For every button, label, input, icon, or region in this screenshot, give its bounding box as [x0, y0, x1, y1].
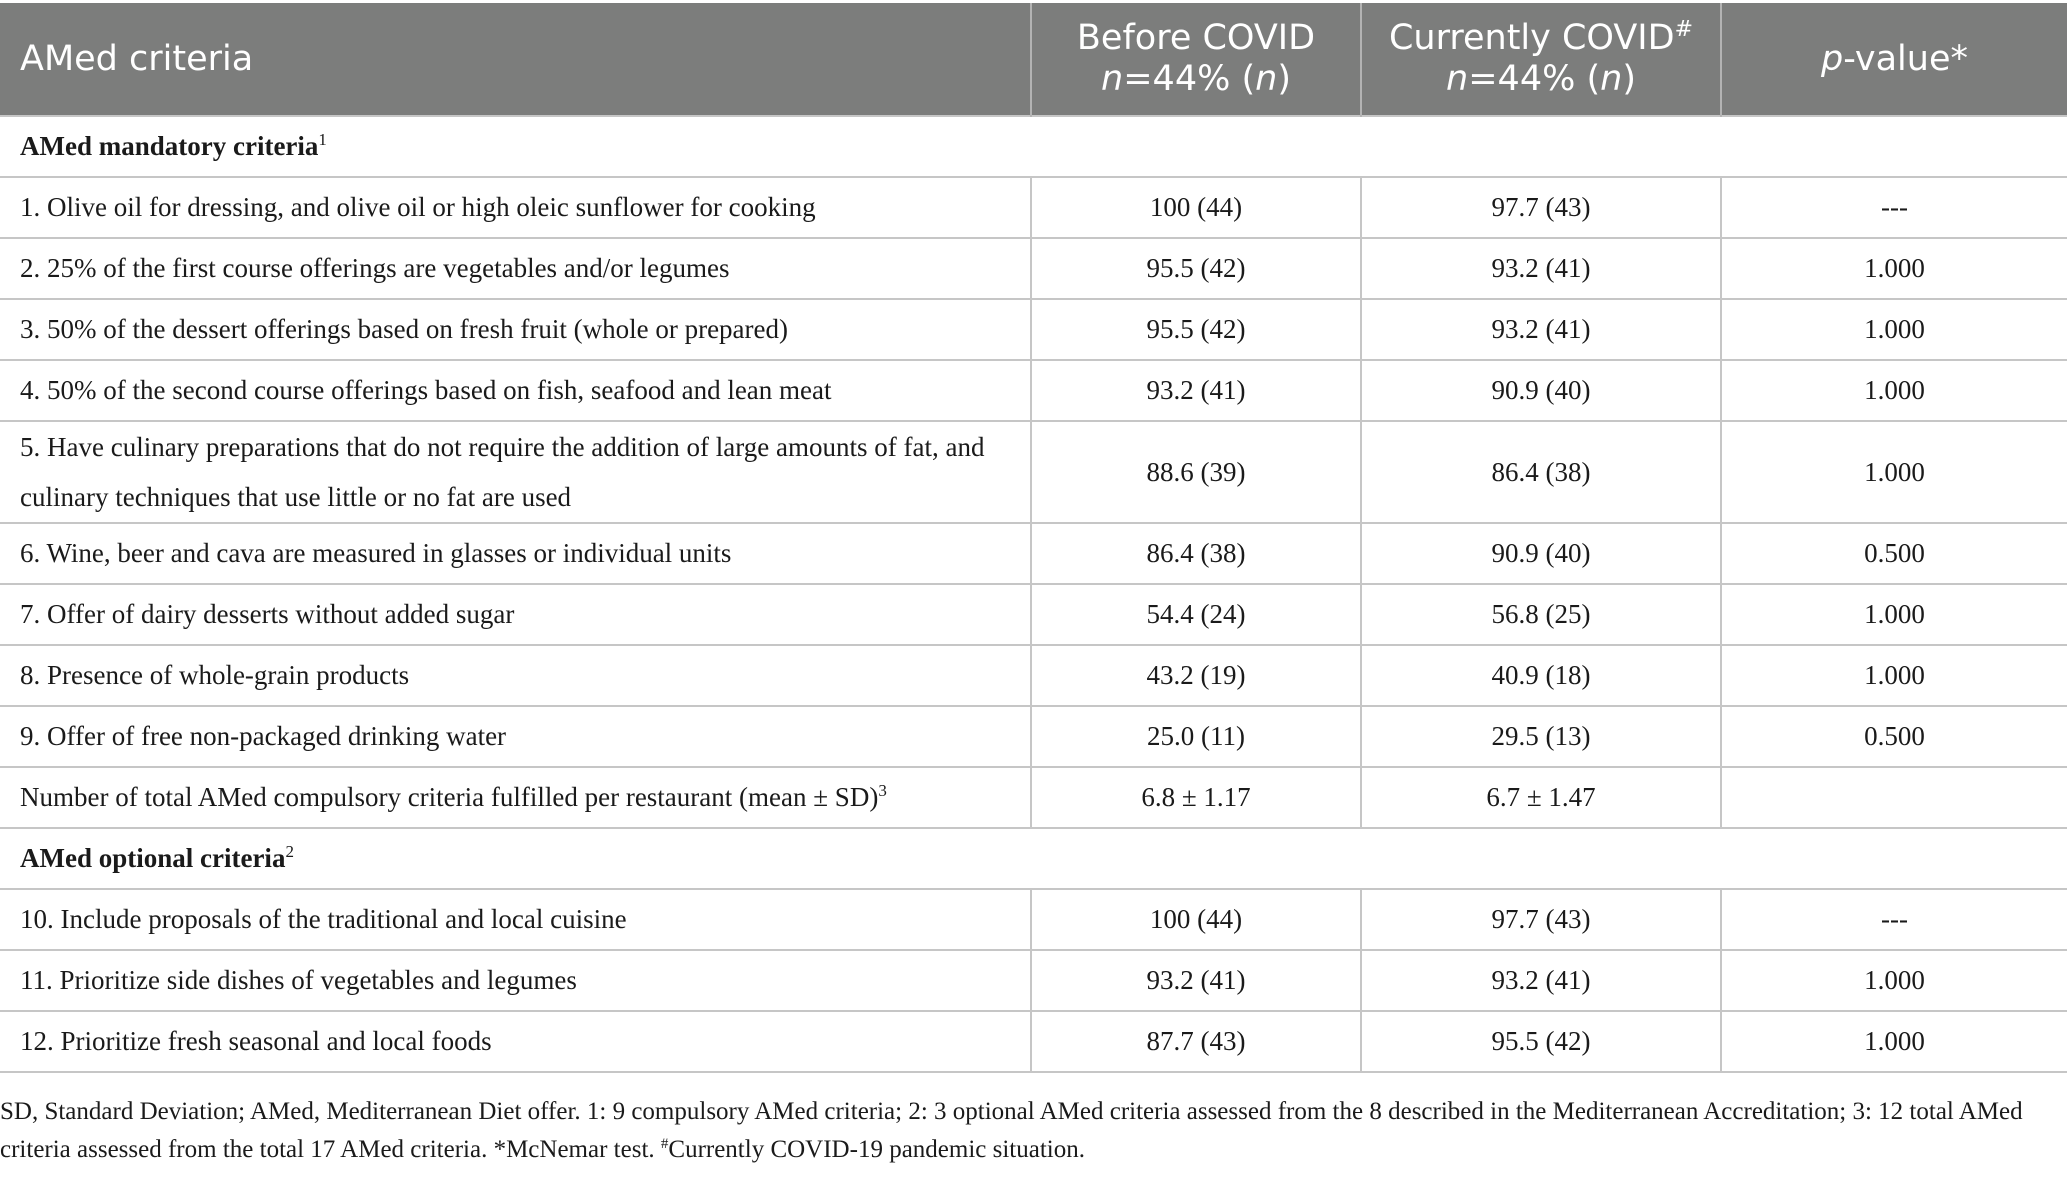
current-value: 93.2 (41) — [1361, 299, 1721, 360]
p-value: 1.000 — [1721, 299, 2067, 360]
p-value: 0.500 — [1721, 706, 2067, 767]
p-value: 1.000 — [1721, 1011, 2067, 1072]
section-title-optional: AMed optional criteria$^2$ — [0, 828, 2067, 889]
p-value: 1.000 — [1721, 584, 2067, 645]
table-row — [0, 584, 2067, 645]
current-value: 56.8 (25) — [1361, 584, 1721, 645]
before-value: 43.2 (19) — [1031, 645, 1361, 706]
before-value: 95.5 (42) — [1031, 299, 1361, 360]
criterion-label: 6. Wine, beer and cava are measured in glasses or individual units — [0, 523, 1031, 584]
before-value: 100 (44) — [1031, 889, 1361, 950]
table-row — [0, 950, 2067, 1011]
criterion-label: 1. Olive oil for dressing, and olive oil or high oleic sunflower for cooking — [0, 177, 1031, 238]
before-value: 95.5 (42) — [1031, 238, 1361, 299]
table-row — [0, 421, 2067, 523]
p-value: 1.000 — [1721, 421, 2067, 523]
before-value: 86.4 (38) — [1031, 523, 1361, 584]
table-row — [0, 706, 2067, 767]
criterion-label: 8. Presence of whole-grain products — [0, 645, 1031, 706]
current-value: 86.4 (38) — [1361, 421, 1721, 523]
before-value: 87.7 (43) — [1031, 1011, 1361, 1072]
criterion-label: 2. 25% of the first course offerings are vegetables and/or legumes — [0, 238, 1031, 299]
total-p-value — [1721, 767, 2067, 828]
total-label: Number of total AMed compulsory criteria fulfilled per restaurant (mean ± SD)$^3$ — [0, 767, 1031, 828]
criterion-label: 7. Offer of dairy desserts without added sugar — [0, 584, 1031, 645]
before-value: 100 (44) — [1031, 177, 1361, 238]
current-value: 40.9 (18) — [1361, 645, 1721, 706]
total-before-value: 6.8 ± 1.17 — [1031, 767, 1361, 828]
section-optional-row — [0, 828, 2067, 889]
header-before-covid: Before COVID n=44% (n) — [1031, 3, 1361, 116]
criterion-label: 5. Have culinary preparations that do not require the addition of large amounts of fat, and culinary techniques that use little or no fat are used — [0, 421, 1031, 523]
p-value: --- — [1721, 889, 2067, 950]
table-row — [0, 889, 2067, 950]
table-row — [0, 523, 2067, 584]
header-currently-covid-title: Currently COVID — [1388, 18, 1675, 58]
before-value: 93.2 (41) — [1031, 360, 1361, 421]
table-row — [0, 299, 2067, 360]
header-before-covid-title: Before COVID — [1076, 18, 1316, 58]
criterion-label: 11. Prioritize side dishes of vegetables and legumes — [0, 950, 1031, 1011]
p-value: 0.500 — [1721, 523, 2067, 584]
criterion-label: 10. Include proposals of the traditional and local cuisine — [0, 889, 1031, 950]
section-title-mandatory: AMed mandatory criteria$^1$ — [0, 116, 2067, 177]
header-currently-covid: Currently COVID# n=44% (n) — [1361, 3, 1721, 116]
total-current-value: 6.7 ± 1.47 — [1361, 767, 1721, 828]
current-value: 95.5 (42) — [1361, 1011, 1721, 1072]
criterion-label: 4. 50% of the second course offerings based on fish, seafood and lean meat — [0, 360, 1031, 421]
table-row — [0, 238, 2067, 299]
current-value: 29.5 (13) — [1361, 706, 1721, 767]
p-value: 1.000 — [1721, 645, 2067, 706]
table-row — [0, 177, 2067, 238]
p-value: 1.000 — [1721, 950, 2067, 1011]
before-value: 25.0 (11) — [1031, 706, 1361, 767]
header-p-value: p-value* — [1721, 3, 2067, 116]
current-value: 97.7 (43) — [1361, 177, 1721, 238]
table-row — [0, 1011, 2067, 1072]
table-footnote: SD, Standard Deviation; AMed, Mediterranean Diet offer. 1: 9 compulsory AMed criteria; 2: 3 optional AMed criteria assessed from the 8 described in the Mediterranean Accreditation; 3: 12 total AMed criteria assessed from the total 17 AMed criteria. *McNemar test. #Currently COVID-19 pandemic situation. — [0, 1098, 2023, 1163]
current-value: 97.7 (43) — [1361, 889, 1721, 950]
criterion-label: 12. Prioritize fresh seasonal and local foods — [0, 1011, 1031, 1072]
criteria-table — [0, 3, 2067, 1073]
criterion-label: 3. 50% of the dessert offerings based on fresh fruit (whole or prepared) — [0, 299, 1031, 360]
current-value: 93.2 (41) — [1361, 238, 1721, 299]
current-value: 93.2 (41) — [1361, 950, 1721, 1011]
section-mandatory-row — [0, 116, 2067, 177]
before-value: 88.6 (39) — [1031, 421, 1361, 523]
p-value: 1.000 — [1721, 360, 2067, 421]
table-row — [0, 360, 2067, 421]
header-amed-criteria: AMed criteria — [0, 3, 1031, 116]
total-row — [0, 767, 2067, 828]
table-header-row — [0, 3, 2067, 116]
p-value: --- — [1721, 177, 2067, 238]
current-value: 90.9 (40) — [1361, 360, 1721, 421]
before-value: 54.4 (24) — [1031, 584, 1361, 645]
current-value: 90.9 (40) — [1361, 523, 1721, 584]
before-value: 93.2 (41) — [1031, 950, 1361, 1011]
criterion-label: 9. Offer of free non-packaged drinking water — [0, 706, 1031, 767]
p-value: 1.000 — [1721, 238, 2067, 299]
table-row — [0, 645, 2067, 706]
